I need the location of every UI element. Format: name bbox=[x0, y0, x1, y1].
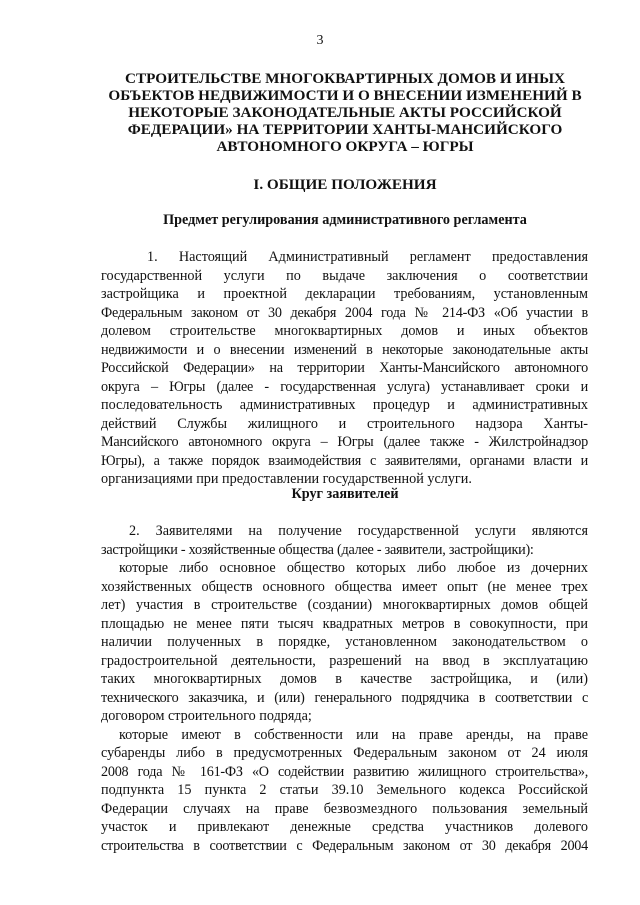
paragraph-line: организациями при предоставлении государственной услуги. bbox=[101, 471, 472, 487]
paragraph-line: Российской Федерации» на территории Ханты-Мансийского автономного bbox=[101, 360, 588, 376]
paragraph-line: градостроительной деятельности, разрешений на ввод в эксплуатацию bbox=[101, 652, 588, 669]
paragraph-line: округа – Югры (далее - государственная услуга) устанавливает сроки и bbox=[101, 378, 588, 395]
paragraph-line: застройщика и проектной декларации требованиям, установленным bbox=[101, 286, 588, 302]
paragraph-line: участок и привлекают денежные средства участников долевого bbox=[101, 819, 588, 835]
paragraph-line: действий Службы жилищного и строительного надзора Ханты- bbox=[101, 415, 588, 432]
paragraph-line: долевом строительстве многоквартирных домов и иных объектов bbox=[101, 323, 588, 339]
paragraph-line: 1. Настоящий Административный регламент предоставления bbox=[147, 249, 588, 265]
title-line: СТРОИТЕЛЬСТВЕ МНОГОКВАРТИРНЫХ ДОМОВ И ИНЫХ bbox=[125, 70, 565, 87]
paragraph-line: Югры), а также порядок взаимодействия с заявителями, органами власти и bbox=[101, 452, 588, 469]
paragraph-line: Мансийского автономного округа – Югры (далее также - Жилстройнадзор bbox=[101, 434, 588, 450]
title-line: АВТОНОМНОГО ОКРУГА – ЮГРЫ bbox=[216, 138, 474, 155]
title-line: ФЕДЕРАЦИИ» НА ТЕРРИТОРИИ ХАНТЫ-МАНСИЙСКОГО bbox=[127, 121, 563, 138]
title-line: ОБЪЕКТОВ НЕДВИЖИМОСТИ И О ВНЕСЕНИИ ИЗМЕНЕНИЙ В bbox=[108, 87, 582, 104]
paragraph-2 bbox=[101, 522, 588, 855]
paragraph-1 bbox=[101, 248, 588, 489]
subheading-applicants: Круг заявителей bbox=[291, 486, 399, 502]
title-line: НЕКОТОРЫЕ ЗАКОНОДАТЕЛЬНЫЕ АКТЫ РОССИЙСКОЙ bbox=[128, 104, 562, 121]
section-heading: I. ОБЩИЕ ПОЛОЖЕНИЯ bbox=[253, 176, 437, 193]
paragraph-line: застройщики - хозяйственные общества (далее - заявители, застройщики): bbox=[101, 541, 534, 558]
paragraph-line: строительства в соответствии с Федеральным законом от 30 декабря 2004 bbox=[101, 837, 588, 854]
paragraph-line: недвижимости и о внесении изменений в некоторые законодательные акты bbox=[101, 341, 588, 358]
paragraph-line: 2008 года № 161-ФЗ «О содействии развитию жилищного строительства», bbox=[101, 763, 588, 780]
paragraph-line: подпункта 15 пункта 2 статьи 39.10 Земельного кодекса Российской bbox=[101, 782, 588, 798]
paragraph-line: наличии полученных в порядке, установленном законодательством о bbox=[101, 634, 588, 650]
paragraph-line: Федеральным законом от 30 декабря 2004 года № 214-ФЗ «Об участии в bbox=[101, 304, 588, 321]
paragraph-line: хозяйственных обществ основного общества имеет опыт (не менее трех bbox=[101, 578, 588, 595]
paragraph-line: площадью не менее пяти тысяч квадратных метров в совокупности, при bbox=[101, 615, 588, 632]
paragraph-line: которые либо основное общество которых либо любое из дочерних bbox=[119, 560, 588, 576]
paragraph-line: государственной услуги по выдаче заключения о соответствии bbox=[101, 267, 588, 284]
paragraph-line: последовательность административных процедур и административных bbox=[101, 397, 588, 413]
paragraph-line: которые имеют в собственности или на праве аренды, на праве bbox=[119, 726, 588, 743]
paragraph-line: договором строительного подряда; bbox=[101, 708, 312, 724]
document-title bbox=[100, 70, 590, 155]
paragraph-line: лет) участия в строительстве (создании) многоквартирных домов общей bbox=[101, 597, 588, 613]
paragraph-line: таких многоквартирных домов в качестве застройщика, и (или) bbox=[101, 671, 588, 687]
paragraph-line: Федерации случаях на праве безвозмездного пользования земельный bbox=[101, 800, 588, 817]
paragraph-line: 2. Заявителями на получение государственной услуги являются bbox=[129, 523, 588, 539]
subheading-regulation-subject: Предмет регулирования административного регламента bbox=[163, 212, 527, 228]
paragraph-line: технического заказчика, и (или) генерального подрядчика в соответствии с bbox=[101, 689, 588, 706]
page-number: 3 bbox=[316, 33, 324, 48]
paragraph-line: субаренды либо в предусмотренных Федеральным законом от 24 июля bbox=[101, 745, 588, 761]
